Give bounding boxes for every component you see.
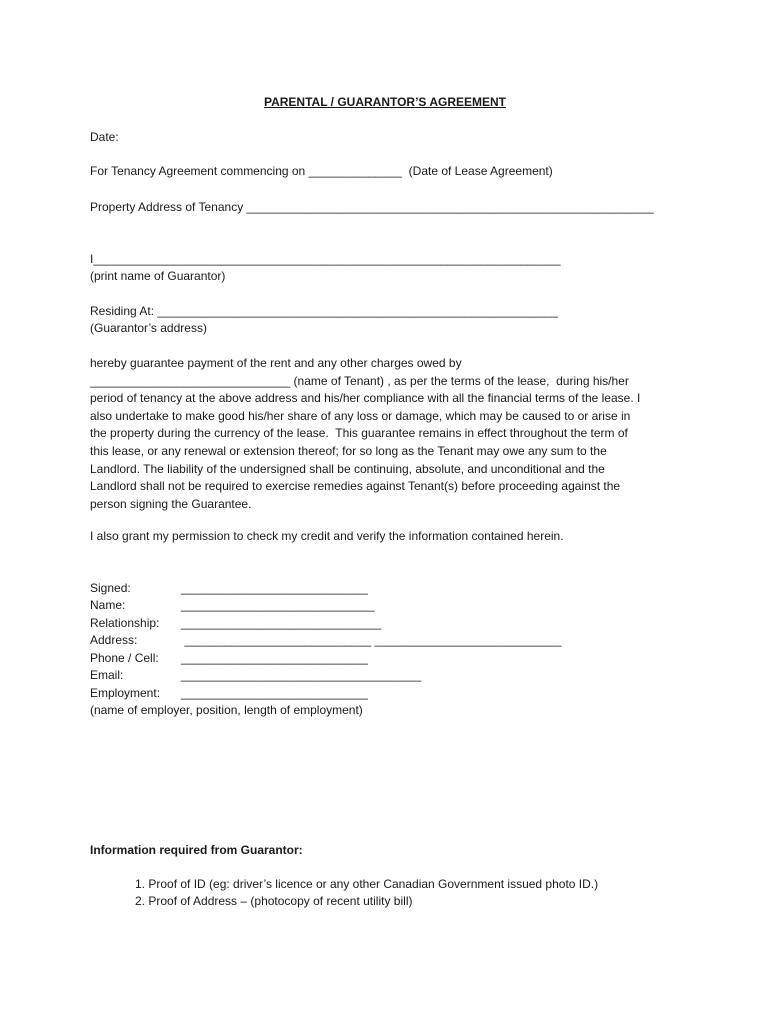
name-label: Name: bbox=[90, 598, 126, 612]
address-field: ____________________________ ____________________________ bbox=[181, 633, 562, 647]
guarantor-name-line: I______________________________________________________________________ bbox=[90, 252, 561, 266]
guarantee-paragraph bbox=[90, 355, 682, 513]
paragraph-line: the property during the currency of the lease. This guarantee remains in effect throughout the term of bbox=[90, 426, 628, 441]
info-required-heading: Information required from Guarantor: bbox=[90, 843, 303, 857]
phone-label: Phone / Cell: bbox=[90, 651, 159, 665]
paragraph-line: also undertake to make good his/her share of any loss or damage, which may be caused to or arise in bbox=[90, 408, 631, 423]
property-address-line: Property Address of Tenancy _____________________________________________________________ bbox=[90, 200, 654, 214]
paragraph-line: Landlord shall not be required to exercise remedies against Tenant(s) before proceeding against the bbox=[90, 479, 621, 494]
info-required-list bbox=[135, 876, 598, 910]
employment-field: ____________________________ bbox=[181, 686, 368, 700]
paragraph-line: ______________________________ (name of Tenant) , as per the terms of the lease, during his/her bbox=[90, 373, 629, 388]
employment-label: Employment: bbox=[90, 686, 161, 700]
email-field: ____________________________________ bbox=[181, 668, 422, 682]
paragraph-line: person signing the Guarantee. bbox=[90, 496, 252, 511]
paragraph-line: period of tenancy at the above address and his/her compliance with all the financial terms of the lease. I bbox=[90, 391, 641, 406]
paragraph-line: Landlord. The liability of the undersigned shall be continuing, absolute, and unconditional and the bbox=[90, 461, 605, 476]
signed-field: ____________________________ bbox=[181, 581, 368, 595]
address-label: Address: bbox=[90, 633, 138, 647]
name-field: _____________________________ bbox=[181, 598, 375, 612]
relationship-field: ______________________________ bbox=[181, 616, 382, 630]
date-label: Date: bbox=[90, 130, 119, 144]
credit-permission: I also grant my permission to check my credit and verify the information contained herein. bbox=[90, 529, 564, 543]
list-item: 1. Proof of ID (eg: driver’s licence or any other Canadian Government issued photo ID.) bbox=[135, 877, 599, 891]
residing-at-line: Residing At: ____________________________________________________________ bbox=[90, 304, 558, 318]
residing-at-hint: (Guarantor’s address) bbox=[90, 321, 207, 335]
employment-hint: (name of employer, position, length of employment) bbox=[90, 703, 363, 717]
paragraph-line: this lease, or any renewal or extension thereof; for so long as the Tenant may owe any sum to the bbox=[90, 443, 607, 458]
signed-label: Signed: bbox=[90, 581, 131, 595]
phone-field: ____________________________ bbox=[181, 651, 368, 665]
paragraph-line: hereby guarantee payment of the rent and any other charges owed by bbox=[90, 356, 462, 370]
document-title: PARENTAL / GUARANTOR’S AGREEMENT bbox=[263, 95, 506, 109]
email-label: Email: bbox=[90, 668, 124, 682]
relationship-label: Relationship: bbox=[90, 616, 160, 630]
list-item: 2. Proof of Address – (photocopy of recent utility bill) bbox=[135, 894, 413, 908]
guarantor-name-hint: (print name of Guarantor) bbox=[90, 269, 226, 283]
tenancy-commencing-line: For Tenancy Agreement commencing on ______________ (Date of Lease Agreement) bbox=[90, 164, 553, 178]
